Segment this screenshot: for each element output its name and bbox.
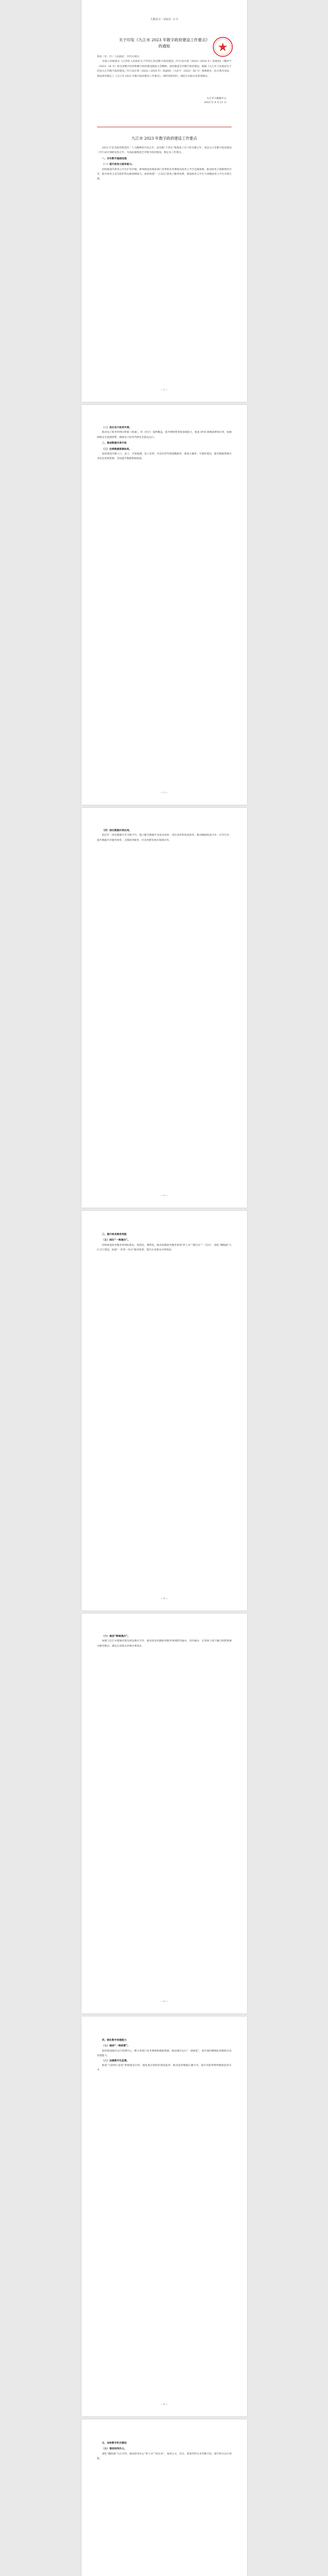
heading-1-2: （二）优化电子政务外网。 [102,427,132,429]
document-page-2 [81,405,247,805]
page-number: — 6 — [160,2403,168,2406]
body-2-2: 依托市一体化数据共享交换平台，建立健全数据共享需求清单、责任清单和负面清单，推动数据按需共享、应享尽享，提升数据共享服务效率，支撑政务服务、社会治理等重点领域应用。 [97,834,232,842]
body-2-1: 加快建设市级人口、法人、空间地理、电子证照、社会信用等基础数据库，推进主题库、专题库建设，健全数据资源目录动态更新机制，全面提升数据资源质量。 [97,453,232,461]
body-3-1: 持续推进政务服务事项标准化、规范化、便利化，推动高频政务服务事项“掌上办”“就近办”“一次办”，深化“赣服通”九江分厅建设，拓展“一件事一次办”服务场景，提升企业群众办事体验。 [97,1244,232,1252]
page-number: — 5 — [160,2000,168,2003]
section-title: 九江市 2023 年数字政府建设工作要点 [132,136,197,141]
body-1-2: 推动电子政务外网向乡镇（街道）、村（社区）延伸覆盖，提升网络带宽和承载能力，推进 IPv6 规模部署和应用，加强网络安全监测预警，确保电子政务外网安全稳定运行。 [97,431,232,439]
document-page-1 [81,0,247,402]
heading-4-1: （七）推进“一网统管”。 [102,2045,130,2048]
document-title: 关于印发《九江市 2023 年数字政府建设工作要点》的通知 [119,38,210,48]
heading-section-1: 一、夯实数字基础设施 [102,157,127,160]
page-number: — 1 — [160,388,168,392]
document-number: 九数局字〔2023〕3 号 [150,18,178,21]
page-number: — 4 — [160,1597,168,1600]
document-page-6 [81,2016,247,2416]
heading-2-2: （四）深化数据共享应用。 [102,829,132,832]
sender: 九江市大数据中心 [206,97,226,100]
heading-3-2: （六）推进“跨域通办”。 [102,1635,130,1638]
body-4-1: 加快建设城市运行管理中心，整合各部门业务系统和数据资源，推动城市运行“一屏统览”，提升城市精细化管理和应急处置能力。 [97,2049,232,2058]
heading-section-5: 五、加快数字机关建设 [102,2442,127,2445]
heading-4-2: （八）加强数字化监管。 [102,2059,129,2062]
issue-date: 2023 年 4 月 21 日 [204,101,226,104]
document-page-4 [81,1211,247,1611]
page-number: — 3 — [160,1194,168,1197]
body-4-2: 推进“互联网+监管”系统建设应用，强化重点领域非现场监管，推动监管数据汇聚共享，提升风险预警和精准监管水平。 [97,2064,232,2072]
intro-paragraph: 2023 年是全面贯彻党的二十大精神的开局之年，是实施“十四五”规划承上启下的关键之年，也是九江市数字政府建设三年行动计划的攻坚之年。为高质量推进全市数字政府建设，制定本工作要点。 [97,147,232,155]
heading-1-1: （一）提升政务云服务能力。 [102,163,134,166]
heading-2-1: （三）完善数据资源体系。 [102,448,132,451]
document-page-5 [81,1614,247,2013]
official-seal-icon [212,36,234,58]
heading-section-3: 三、提升政务服务效能 [102,1233,127,1236]
document-page-3 [81,808,247,1208]
body-3-2: 加强与长江中游城市群及周边地市合作，推动更多高频政务服务事项跨省通办、省内通办，完善线上线下融合的跨域通办服务模式，满足企业群众异地办事需求。 [97,1640,232,1648]
heading-section-2: 二、推进数据共享开放 [102,442,127,445]
body-1-1: 持续推进市政务云平台扩容升级，统筹推进各地各部门非涉密业务系统向政务云平台迁移部署，推动政务云资源集约共享，提升政务云安全防护和运维保障能力。加快构建“一云多芯”政务云服务体系，推进政务云平台与省级政务云平台互联互通。 [97,168,232,181]
heading-5-1: （九）推进协同办公。 [102,2448,127,2451]
heading-section-4: 四、强化数字治理能力 [102,2039,127,2042]
heading-3-1: （五）深化“一网通办”。 [102,1239,130,1242]
page-number: — 2 — [160,791,168,794]
body-5-1: 深化“赣政通”九江应用，推动政务办公“掌上办”“指尖办”，加快公文、会议、督查等机关业务数字化，提升机关运行效能。 [97,2452,232,2461]
document-page-7 [81,2419,247,2576]
addressee: 各县（市、区）人民政府，市有关单位： [97,56,142,58]
signature-block [204,97,226,105]
notice-body: 为深入贯彻落实《江西省人民政府关于印发江西省数字政府建设三年行动计划（2022—2024 年）的通知》（赣府字〔2022〕24 号）和全省数字经济和数字政府建设推进大会精神，加快推进全市数字政府建设，根据《九江市人民政府关于印发九江市数字政府建设三年行动计划（2022—2024 年）的通知》（九府字〔2022〕56 号）部署要求，结合我市实际，我局研究制定了《九江市 2023 年数字政府建设工作要点》，现印发给你们，请结合实际认真贯彻落实。 [97,60,232,78]
